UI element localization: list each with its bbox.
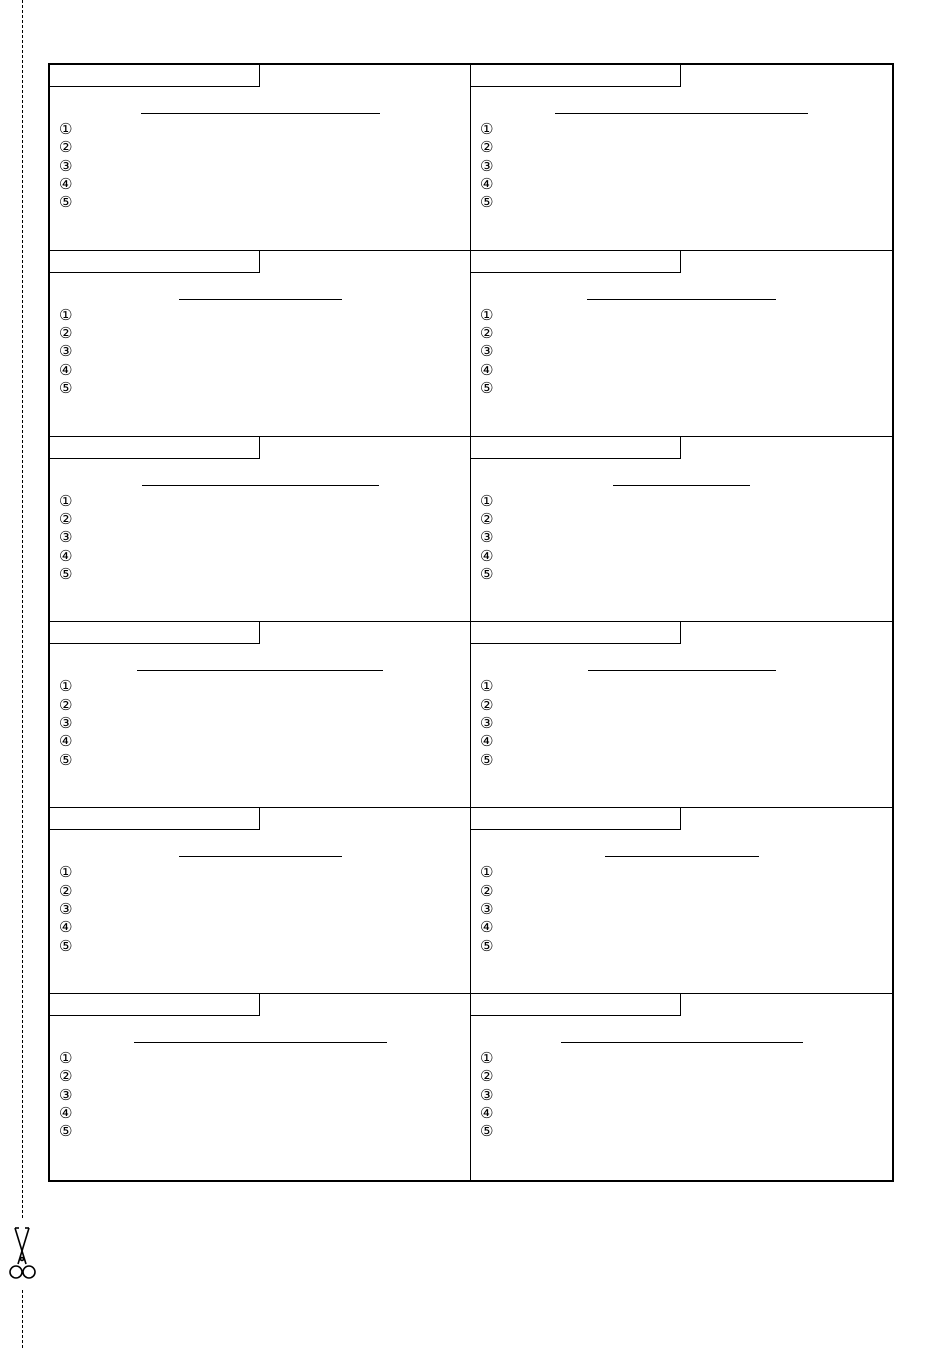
option-marker: ⑤ bbox=[59, 936, 73, 955]
option-marker: ② bbox=[480, 509, 494, 528]
option-marker: ③ bbox=[480, 156, 494, 175]
card bbox=[50, 808, 471, 994]
option-list bbox=[480, 677, 493, 768]
option-marker: ① bbox=[480, 677, 494, 696]
option-marker: ④ bbox=[59, 174, 73, 193]
card bbox=[50, 622, 471, 808]
option-marker: ③ bbox=[480, 1085, 494, 1104]
option-list bbox=[59, 863, 72, 954]
card-label-box[interactable] bbox=[471, 994, 681, 1016]
card bbox=[50, 65, 471, 251]
option-marker: ② bbox=[59, 509, 73, 528]
card bbox=[50, 251, 471, 437]
card-label-box[interactable] bbox=[471, 437, 681, 459]
option-marker: ④ bbox=[59, 1104, 73, 1123]
option-marker: ④ bbox=[480, 1104, 494, 1123]
option-marker: ⑤ bbox=[480, 750, 494, 769]
card bbox=[471, 437, 892, 623]
option-marker: ① bbox=[480, 1049, 494, 1068]
option-marker: ③ bbox=[59, 342, 73, 361]
option-marker: ③ bbox=[480, 714, 494, 733]
option-marker: ⑤ bbox=[480, 193, 494, 212]
option-marker: ② bbox=[480, 324, 494, 343]
option-marker: ② bbox=[59, 881, 73, 900]
option-marker: ③ bbox=[480, 899, 494, 918]
card-sheet bbox=[48, 63, 894, 1182]
option-list bbox=[480, 1049, 493, 1140]
title-blank-line[interactable] bbox=[588, 670, 776, 671]
option-marker: ④ bbox=[59, 732, 73, 751]
option-marker: ② bbox=[480, 138, 494, 157]
card-label-box[interactable] bbox=[50, 994, 260, 1016]
option-marker: ③ bbox=[59, 528, 73, 547]
card bbox=[471, 251, 892, 437]
option-marker: ② bbox=[59, 695, 73, 714]
option-marker: ② bbox=[59, 138, 73, 157]
option-marker: ④ bbox=[480, 918, 494, 937]
option-marker: ② bbox=[480, 881, 494, 900]
option-marker: ⑤ bbox=[59, 379, 73, 398]
option-marker: ⑤ bbox=[59, 564, 73, 583]
option-marker: ③ bbox=[59, 899, 73, 918]
option-marker: ⑤ bbox=[59, 193, 73, 212]
option-list bbox=[59, 677, 72, 768]
option-marker: ① bbox=[480, 491, 494, 510]
option-marker: ③ bbox=[59, 1085, 73, 1104]
option-list bbox=[59, 120, 72, 211]
card-label-box[interactable] bbox=[50, 65, 260, 87]
option-marker: ① bbox=[480, 120, 494, 138]
option-marker: ② bbox=[480, 695, 494, 714]
scissors-icon bbox=[6, 1226, 38, 1288]
option-marker: ④ bbox=[480, 360, 494, 379]
option-list bbox=[480, 306, 493, 397]
option-marker: ③ bbox=[480, 528, 494, 547]
option-list bbox=[59, 492, 72, 583]
option-marker: ① bbox=[59, 491, 73, 510]
card bbox=[50, 994, 471, 1180]
card-label-box[interactable] bbox=[50, 437, 260, 459]
card-label-box[interactable] bbox=[471, 251, 681, 273]
option-marker: ③ bbox=[59, 714, 73, 733]
option-marker: ④ bbox=[480, 546, 494, 565]
option-marker: ⑤ bbox=[480, 379, 494, 398]
title-blank-line[interactable] bbox=[613, 485, 750, 486]
title-blank-line[interactable] bbox=[555, 113, 808, 114]
option-marker: ② bbox=[59, 324, 73, 343]
card-label-box[interactable] bbox=[50, 622, 260, 644]
option-marker: ④ bbox=[59, 918, 73, 937]
option-marker: ⑤ bbox=[59, 750, 73, 769]
option-marker: ① bbox=[59, 120, 73, 138]
option-list bbox=[480, 863, 493, 954]
cut-guide-line bbox=[22, 0, 23, 1218]
option-marker: ④ bbox=[59, 546, 73, 565]
title-blank-line[interactable] bbox=[141, 113, 380, 114]
option-marker: ④ bbox=[480, 732, 494, 751]
card-label-box[interactable] bbox=[471, 622, 681, 644]
title-blank-line[interactable] bbox=[605, 856, 759, 857]
option-marker: ① bbox=[59, 1049, 73, 1068]
option-marker: ③ bbox=[480, 342, 494, 361]
option-marker: ① bbox=[480, 305, 494, 324]
title-blank-line[interactable] bbox=[179, 299, 342, 300]
card bbox=[50, 437, 471, 623]
option-marker: ④ bbox=[480, 174, 494, 193]
option-marker: ① bbox=[480, 863, 494, 882]
card bbox=[471, 65, 892, 251]
card-label-box[interactable] bbox=[471, 65, 681, 87]
title-blank-line[interactable] bbox=[142, 485, 379, 486]
option-marker: ⑤ bbox=[480, 564, 494, 583]
option-marker: ⑤ bbox=[480, 936, 494, 955]
title-blank-line[interactable] bbox=[179, 856, 342, 857]
option-list bbox=[480, 120, 493, 211]
option-marker: ⑤ bbox=[59, 1122, 73, 1141]
card bbox=[471, 994, 892, 1180]
option-marker: ① bbox=[59, 863, 73, 882]
card bbox=[471, 808, 892, 994]
option-list bbox=[480, 492, 493, 583]
card-label-box[interactable] bbox=[50, 808, 260, 830]
option-marker: ② bbox=[59, 1067, 73, 1086]
option-marker: ③ bbox=[59, 156, 73, 175]
title-blank-line[interactable] bbox=[561, 1042, 803, 1043]
option-marker: ⑤ bbox=[480, 1122, 494, 1141]
title-blank-line[interactable] bbox=[587, 299, 776, 300]
option-list bbox=[59, 306, 72, 397]
title-blank-line[interactable] bbox=[134, 1042, 387, 1043]
card-label-box[interactable] bbox=[50, 251, 260, 273]
card bbox=[471, 622, 892, 808]
option-marker: ① bbox=[59, 677, 73, 696]
card-label-box[interactable] bbox=[471, 808, 681, 830]
title-blank-line[interactable] bbox=[137, 670, 383, 671]
cut-guide-line bbox=[22, 1290, 23, 1348]
option-marker: ① bbox=[59, 305, 73, 324]
option-marker: ② bbox=[480, 1067, 494, 1086]
option-marker: ④ bbox=[59, 360, 73, 379]
option-list bbox=[59, 1049, 72, 1140]
